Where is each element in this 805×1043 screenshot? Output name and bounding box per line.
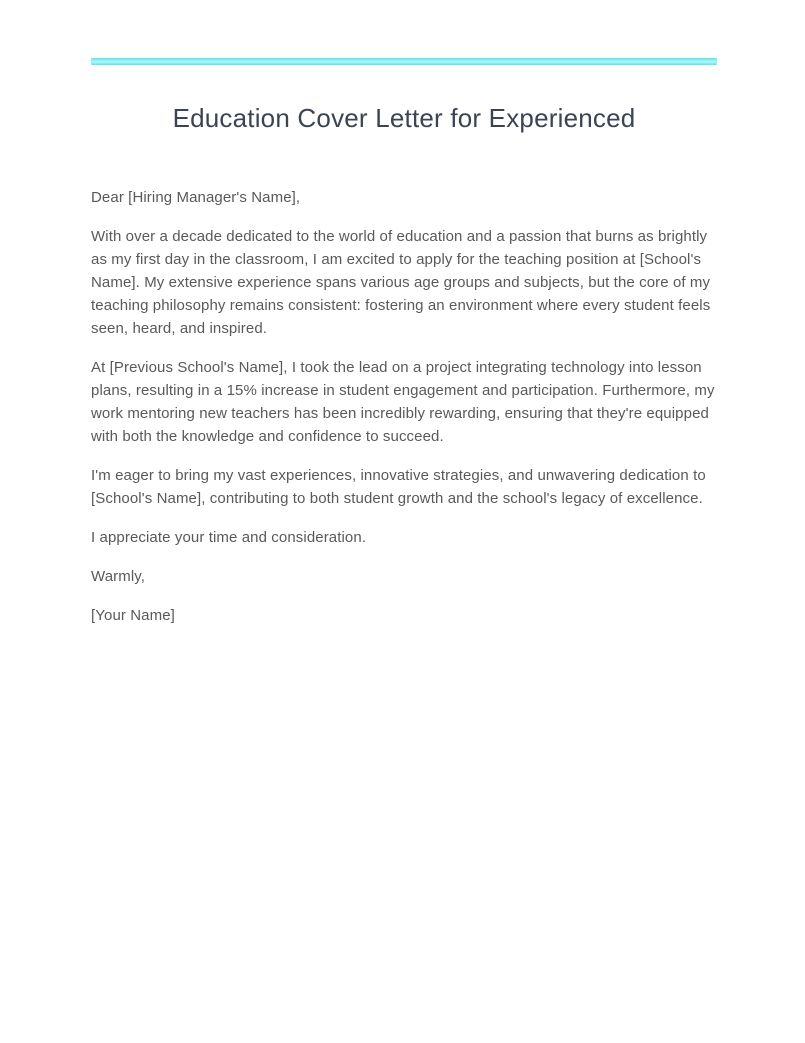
appreciation-line: I appreciate your time and consideration.	[91, 529, 367, 546]
page-title: Education Cover Letter for Experienced	[172, 103, 636, 133]
signature: [Your Name]	[91, 607, 175, 624]
salutation: Dear [Hiring Manager's Name],	[91, 189, 301, 206]
body-paragraph-2: At [Previous School's Name], I took the lead on a project integrating technology into lesson plans, resulting in a 15% increase in student engagement and participation. Furthermore, my work mentoring new teachers has been incredibly rewarding, ensuring that they're equipped with both the knowledge and confidence to succeed.	[91, 359, 715, 445]
body-paragraph-1: With over a decade dedicated to the world of education and a passion that burns as brightly as my first day in the classroom, I am excited to apply for the teaching position at [School's Name]. My extensive experience spans various age groups and subjects, but the core of my teaching philosophy remains consistent: fostering an environment where every student feels seen, heard, and inspired.	[91, 228, 711, 337]
body-paragraph-3: I'm eager to bring my vast experiences, innovative strategies, and unwavering dedication to [School's Name], contributing to both student growth and the school's legacy of excellence.	[91, 467, 706, 507]
accent-bar	[91, 58, 717, 65]
closing: Warmly,	[91, 568, 146, 585]
letter-body	[91, 186, 717, 627]
